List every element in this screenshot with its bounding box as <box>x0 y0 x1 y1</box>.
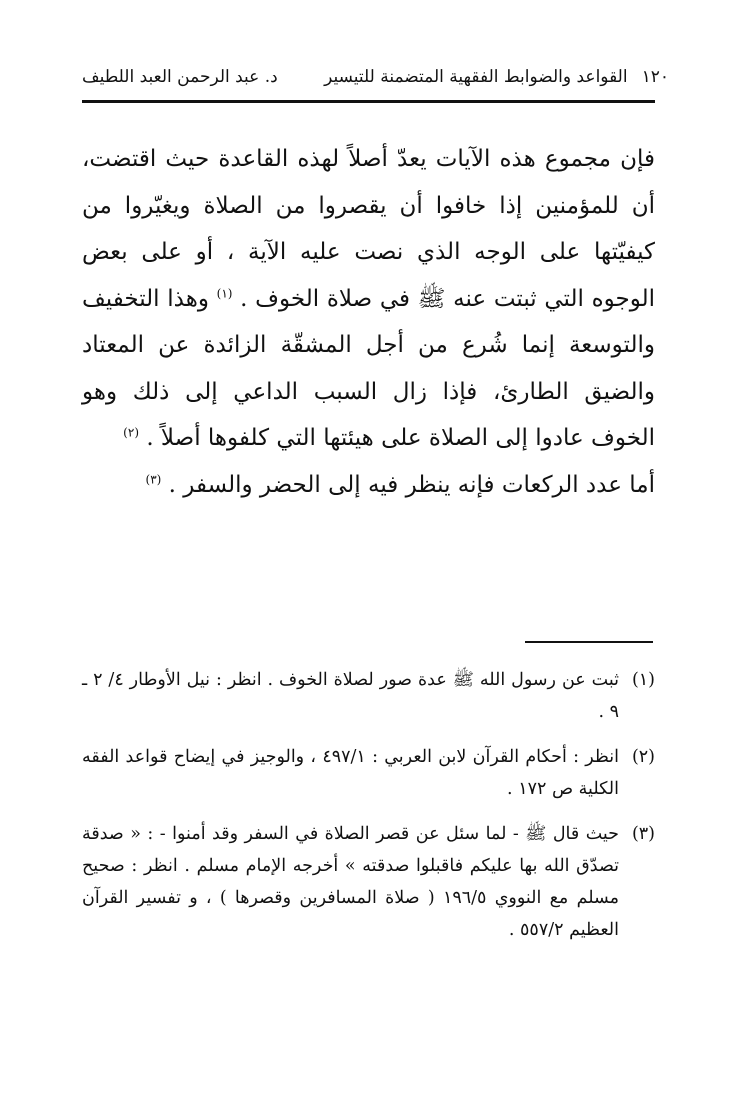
header-divider <box>82 100 655 103</box>
paragraph-2 <box>82 462 655 509</box>
footnote-number: (٣) <box>631 824 655 844</box>
footnote-ref-2: (٢) <box>123 425 139 440</box>
footnotes <box>82 664 655 959</box>
footnote-2 <box>82 741 655 805</box>
main-text <box>82 136 655 508</box>
footnote-text: حيث قال ﷺ - لما سئل عن قصر الصلاة في السفر وقد أمنوا - : « صدقة تصدّق الله بها عليكم فاقبلوا صدقته » أخرجه الإمام مسلم . انظر : صحيح مسلم مع النووي ١٩٦/٥ ( صلاة المسافرين وقصرها ) ، و تفسير القرآن العظيم ٥٥٧/٢ . <box>82 824 619 940</box>
footnote-number: (٢) <box>631 747 655 767</box>
author-name: د. عبد الرحمن العبد اللطيف <box>82 67 278 87</box>
footnote-divider <box>525 641 653 643</box>
footnote-3 <box>82 818 655 946</box>
book-title: القواعد والضوابط الفقهية المتضمنة للتيسير <box>324 67 628 87</box>
footnote-number: (١) <box>631 670 655 690</box>
paragraph-2-text: أما عدد الركعات فإنه ينظر فيه إلى الحضر والسفر . <box>168 471 655 498</box>
header-right <box>324 67 669 87</box>
footnote-text: انظر : أحكام القرآن لابن العربي : ٤٩٧/١ ، والوجيز في إيضاح قواعد الفقه الكلية ص ١٧٢ . <box>82 747 619 799</box>
paragraph-1-part-b: وهذا التخفيف والتوسعة إنما شُرع من أجل المشقّة الزائدة عن المعتاد والضيق الطارئ، فإذا زال السبب الداعي إلى ذلك وهو الخوف عادوا إلى الصلاة على هيئتها التي كلفوها أصلاً . <box>82 285 655 451</box>
page-number: ١٢٠ <box>641 67 669 87</box>
paragraph-1-part-a: فإن مجموع هذه الآيات يعدّ أصلاً لهذه القاعدة حيث اقتضت، أن للمؤمنين إذا خافوا أن يقصروا من الصلاة ويغيّروا من كيفيّتها على الوجه الذي نصت عليه الآية ، أو على بعض الوجوه التي ثبتت عنه ﷺ في صلاة الخوف . <box>82 146 655 312</box>
running-header <box>82 60 669 94</box>
footnote-1 <box>82 664 655 728</box>
footnote-text: ثبت عن رسول الله ﷺ عدة صور لصلاة الخوف . انظر : نيل الأوطار ٤/ ٢ ـ ٩ . <box>82 670 619 722</box>
footnote-ref-1: (١) <box>216 285 233 300</box>
footnote-ref-3: (٣) <box>145 471 162 486</box>
paragraph-1 <box>82 136 655 462</box>
